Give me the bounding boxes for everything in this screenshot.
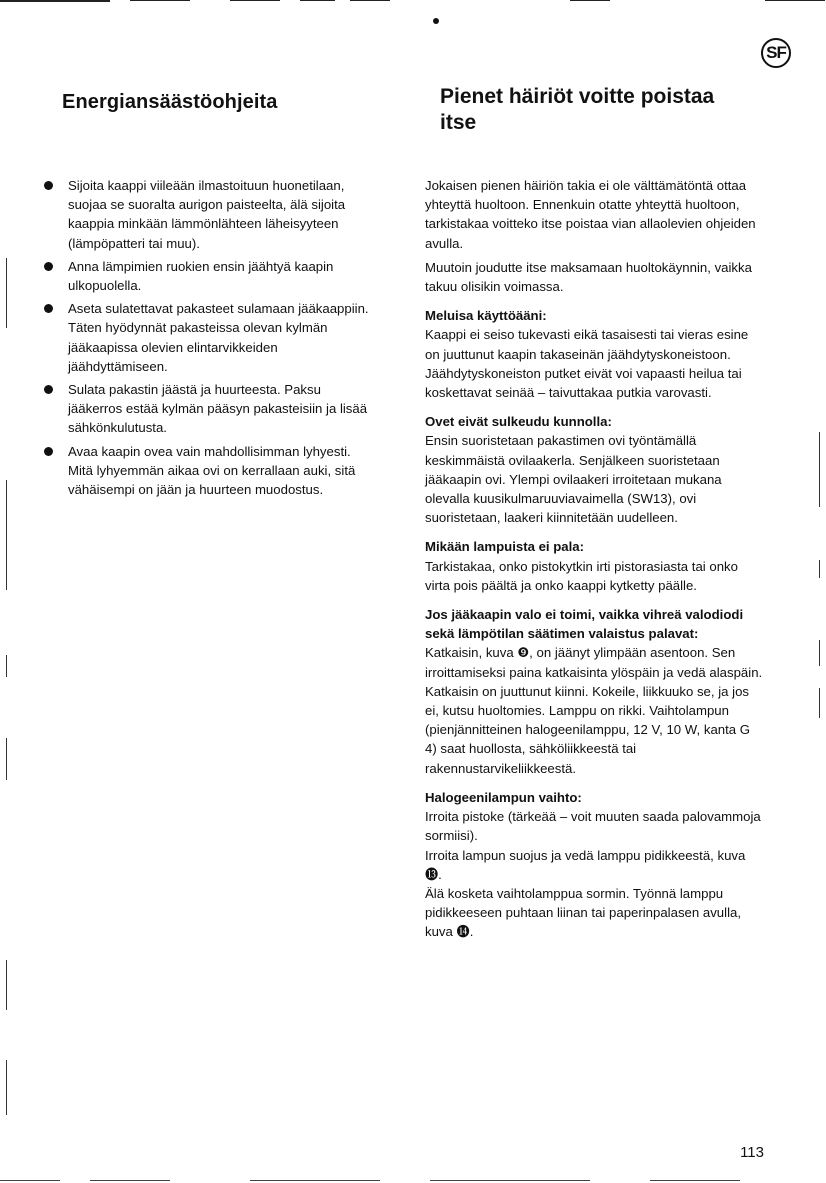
- margin-line: [6, 738, 7, 780]
- section-light-fault: [425, 605, 765, 778]
- energy-tip-text: Aseta sulatettavat pakasteet sulamaan jääkaappiin. Täten hyödynnät pakasteissa olevan kylmän jääkaapissa olevien elintarvikkeiden jäähdyttämiseen.: [68, 301, 369, 374]
- energy-saving-title: Energiansäästöohjeita: [62, 91, 278, 113]
- bullet-icon: [44, 385, 53, 394]
- top-border-line: [130, 0, 190, 1]
- top-border-line: [350, 0, 390, 1]
- section-heading: Halogeenilampun vaihto:: [425, 789, 582, 805]
- energy-tip: [44, 299, 376, 376]
- section-noise: [425, 306, 765, 402]
- margin-line: [819, 560, 820, 578]
- energy-tip: [44, 176, 376, 253]
- energy-tip: [44, 257, 376, 295]
- energy-tips-list: [44, 176, 376, 499]
- section-no-lamps: [425, 537, 765, 595]
- top-dot: [433, 18, 439, 24]
- margin-line: [819, 640, 820, 666]
- section-heading: Jos jääkaapin valo ei toimi, vaikka vihreä valodiodi sekä lämpötilan säätimen valaistus palavat:: [425, 607, 744, 642]
- troubleshooting-title: Pienet häiriöt voitte poistaa itse: [440, 85, 715, 134]
- top-border-line: [570, 0, 610, 1]
- margin-line: [6, 960, 7, 1010]
- bottom-border-line: [430, 1180, 590, 1181]
- troubleshooting-column: [425, 176, 765, 947]
- bullet-icon: [44, 304, 53, 313]
- section-paragraph: Irroita lampun suojus ja vedä lamppu pidikkeestä, kuva ⓭.: [425, 847, 746, 882]
- section-paragraph: Katkaisin, kuva ❾, on jäänyt ylimpään asentoon. Sen irroittamiseksi paina katkaisinta ylöspäin ja vedä alaspäin. Katkaisin on juuttunut kiinni. Kokeile, liikkuuko se, ja jos ei, kutsu huoltomies. Lamppu on rikki. Vaihtolampun (pienjännitteinen halogeenilamppu, 12 V, 10 W, kanta G 4) saat huollosta, sähköliikkeestä tai rakennustarvikeliikkeestä.: [425, 645, 763, 776]
- top-border-line: [765, 0, 825, 1]
- energy-saving-column: [44, 176, 376, 503]
- section-heading: Mikään lampuista ei pala:: [425, 539, 585, 555]
- energy-tip-text: Anna lämpimien ruokien ensin jäähtyä kaapin ulkopuolella.: [68, 258, 334, 294]
- margin-line: [6, 655, 7, 677]
- section-heading: Meluisa käyttöääni:: [425, 308, 547, 324]
- section-paragraph: Älä kosketa vaihtolamppua sormin. Työnnä lamppu pidikkeeseen puhtaan liinan tai paperinpalasen avulla, kuva ⓮.: [425, 885, 741, 940]
- intro-paragraph: Jokaisen pienen häiriön takia ei ole välttämätöntä ottaa yhteyttä huoltoon. Ennenkuin otatte yhteyttä huoltoon, tarkistakaa voitteko itse poistaa vian allaolevien ohjeiden avulla.: [425, 178, 756, 251]
- section-lamp-change: [425, 788, 765, 942]
- margin-line: [6, 480, 7, 590]
- margin-line: [6, 1060, 7, 1115]
- margin-line: [6, 258, 7, 328]
- section-paragraph: Ensin suoristetaan pakastimen ovi työntämällä keskimmäistä ovilaakerla. Senjälkeen suoristetaan jääkaapin ovi. Ylempi ovilaakeri irroitetaan mukana olevalla kuusikulmaruuviavaimella (SW13), ovi suoristetaan, laakeri kiinnitetään uudelleen.: [425, 433, 722, 526]
- bottom-border-line: [90, 1180, 170, 1181]
- energy-tip-text: Sulata pakastin jäästä ja huurteesta. Paksu jääkerros estää kylmän pääsyn pakasteisiin ja lisää sähkönkulutusta.: [68, 382, 368, 436]
- section-paragraph: Irroita pistoke (tärkeää – voit muuten saada palovammoja sormiisi).: [425, 809, 761, 844]
- bottom-border-line: [250, 1180, 380, 1181]
- energy-tip-text: Avaa kaapin ovea vain mahdollisimman lyhyesti. Mitä lyhyemmän aikaa ovi on kerrallaan auki, sitä vähäisempi on jään ja huurteen muodostus.: [68, 443, 356, 498]
- section-paragraph: Tarkistakaa, onko pistokytkin irti pistorasiasta tai onko virta pois päältä ja onko kaappi kytketty päälle.: [425, 558, 738, 593]
- top-border-line: [0, 0, 110, 2]
- bullet-icon: [44, 181, 53, 190]
- language-badge: SF: [761, 38, 791, 68]
- section-heading: Ovet eivät sulkeudu kunnolla:: [425, 414, 612, 430]
- margin-line: [819, 688, 820, 718]
- top-border-line: [300, 0, 335, 1]
- energy-tip-text: Sijoita kaappi viileään ilmastoituun huonetilaan, suojaa se suoralta aurigon paisteelta, älä sijoita kaappia minkään lämmönlähteen läheisyyteen (lämpöpatteri tai muu).: [68, 178, 346, 251]
- top-border-line: [230, 0, 280, 1]
- section-paragraph: Kaappi ei seiso tukevasti eikä tasaisesti tai vieras esine on juuttunut kaapin takaseinän jäähdytyskoneistoon. Jäähdytyskoneiston putket eivät voi vapaasti heilua tai koskettavat seinää – taivuttakaa putkia varovasti.: [425, 327, 749, 401]
- bullet-icon: [44, 262, 53, 271]
- page-number: 113: [740, 1144, 764, 1161]
- section-doors: [425, 412, 765, 527]
- energy-tip: [44, 442, 376, 500]
- bullet-icon: [44, 447, 53, 456]
- energy-tip: [44, 380, 376, 438]
- intro-paragraph: Muutoin joudutte itse maksamaan huoltokäynnin, vaikka takuu olisikin voimassa.: [425, 259, 752, 295]
- margin-line: [819, 432, 820, 507]
- bottom-border-line: [650, 1180, 740, 1181]
- bottom-border-line: [0, 1180, 60, 1181]
